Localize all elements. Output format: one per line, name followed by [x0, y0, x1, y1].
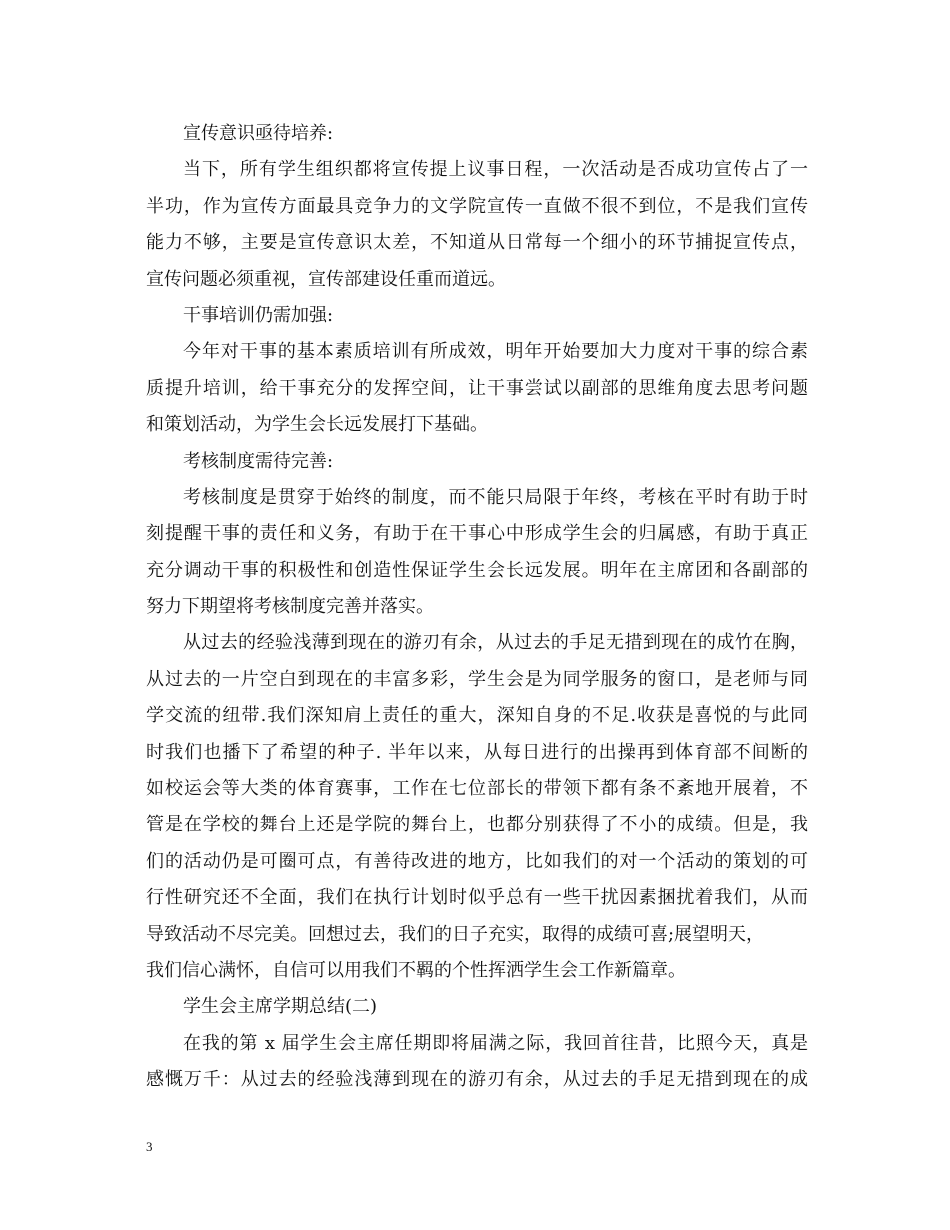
text-line: 质提升培训，给干事充分的发挥空间，让干事尝试以副部的思维角度去思考问题 — [146, 377, 808, 399]
text-line: 如校运会等大类的体育赛事，工作在七位部长的带领下都有条不紊地开展着，不 — [146, 778, 808, 800]
text-line: 充分调动干事的积极性和创造性保证学生会长远发展。明年在主席团和各副部的 — [146, 559, 808, 581]
text-line: 在我的第 x 届学生会主席任期即将届满之际，我回首往昔，比照今天，真是 — [183, 1032, 808, 1054]
text-line: 干事培训仍需加强: — [183, 304, 334, 326]
text-line: 学生会主席学期总结(二) — [183, 996, 378, 1018]
text-line: 时我们也播下了希望的种子. 半年以来，从每日进行的出操再到体育部不间断的 — [146, 741, 808, 763]
text-line: 们的活动仍是可圈可点，有善待改进的地方，比如我们的对一个活动的策划的可 — [146, 850, 808, 872]
text-line: 学交流的纽带.我们深知肩上责任的重大，深知自身的不足.收获是喜悦的与此同 — [146, 705, 808, 727]
text-line: 管是在学校的舞台上还是学院的舞台上，也都分别获得了不小的成绩。但是，我 — [146, 814, 808, 836]
page-number: 3 — [146, 1139, 153, 1154]
text-line: 从过去的经验浅薄到现在的游刃有余，从过去的手足无措到现在的成竹在胸， — [183, 632, 808, 654]
text-line: 和策划活动，为学生会长远发展打下基础。 — [146, 414, 488, 436]
text-line: 努力下期望将考核制度完善并落实。 — [146, 596, 434, 618]
text-line: 半功，作为宣传方面最具竞争力的文学院宣传一直做不很不到位，不是我们宣传 — [146, 195, 808, 217]
text-line: 导致活动不尽完美。回想过去，我们的日子充实，取得的成绩可喜;展望明天， — [146, 923, 765, 945]
text-line: 刻提醒干事的责任和义务，有助于在干事心中形成学生会的归属感，有助于真正 — [146, 523, 808, 545]
text-line: 从过去的一片空白到现在的丰富多彩，学生会是为同学服务的窗口，是老师与同 — [146, 668, 808, 690]
text-line: 感慨万千：从过去的经验浅薄到现在的游刃有余，从过去的手足无措到现在的成 — [146, 1069, 808, 1091]
document-body — [146, 116, 808, 1099]
text-line: 考核制度是贯穿于始终的制度，而不能只局限于年终，考核在平时有助于时 — [183, 486, 808, 508]
text-line: 当下，所有学生组织都将宣传提上议事日程，一次活动是否成功宣传占了一 — [183, 159, 808, 181]
text-line: 宣传意识亟待培养: — [183, 123, 334, 144]
text-line: 能力不够，主要是宣传意识太差，不知道从日常每一个细小的环节捕捉宣传点， — [146, 232, 808, 254]
text-line: 考核制度需待完善: — [183, 450, 334, 472]
text-line: 我们信心满怀，自信可以用我们不羁的个性挥洒学生会工作新篇章。 — [146, 959, 686, 981]
text-line: 今年对干事的基本素质培训有所成效，明年开始要加大力度对干事的综合素 — [183, 341, 808, 363]
text-line: 行性研究还不全面，我们在执行计划时似乎总有一些干扰因素捆扰着我们，从而 — [146, 887, 808, 909]
text-line: 宣传问题必须重视，宣传部建设任重而道远。 — [146, 268, 506, 290]
